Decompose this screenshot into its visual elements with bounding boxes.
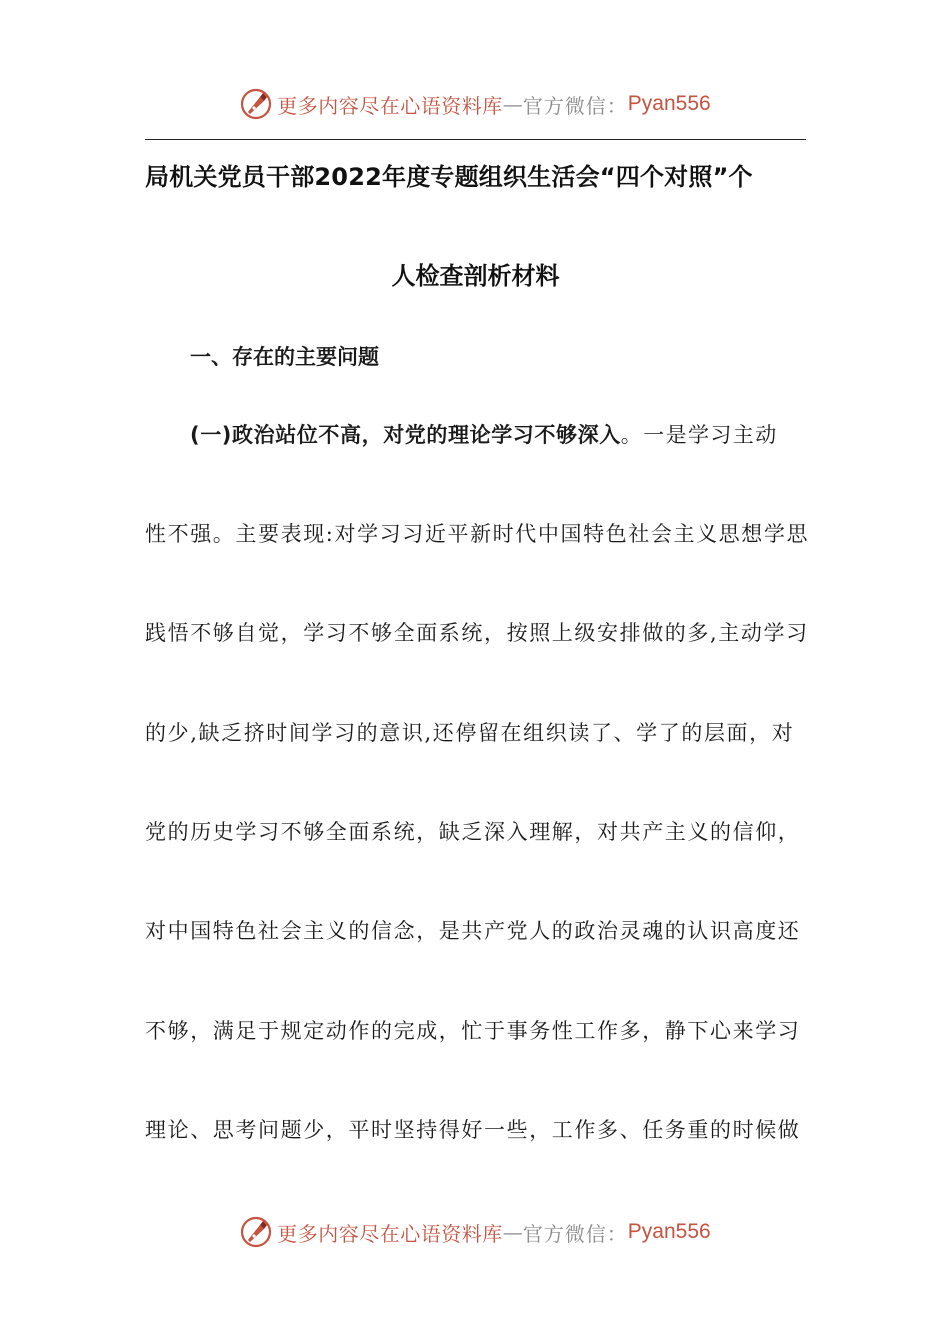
pen-nib-logo-icon: [239, 87, 273, 121]
pen-nib-logo-icon: [239, 1215, 273, 1249]
banner-wechat-label: 官方微信：: [522, 93, 628, 118]
subsection-title: (一)政治站位不高，对党的理论学习不够深入: [190, 423, 621, 447]
header-banner: [0, 82, 950, 126]
banner-wechat-id: Pyan556: [627, 1220, 711, 1243]
banner-separator: —: [502, 1220, 523, 1244]
paragraph-line: 践悟不够自觉，学习不够全面系统，按照上级安排做的多,主动学习: [145, 621, 809, 645]
paragraph-line: 理论、思考问题少，平时坚持得好一些，工作多、任务重的时候做: [145, 1118, 801, 1142]
banner-wechat-label: 官方微信：: [522, 1221, 628, 1246]
paragraph-line: 性不强。主要表现:对学习习近平新时代中国特色社会主义思想学思: [145, 522, 810, 546]
banner-text: 更多内容尽在心语资料库: [277, 1221, 503, 1246]
document-title-line-1: 局机关党员干部2022年度专题组织生活会“四个对照”个: [145, 163, 753, 191]
paragraph-line: 对中国特色社会主义的信念，是共产党人的政治灵魂的认识高度还: [145, 919, 801, 943]
subsection-rest: 。一是学习主动: [620, 423, 778, 447]
banner-separator: —: [502, 92, 523, 116]
banner-wechat-id: Pyan556: [627, 92, 711, 115]
paragraph-line: 党的历史学习不够全面系统，缺乏深入理解，对共产主义的信仰，: [145, 820, 801, 844]
section-heading: 一、存在的主要问题: [190, 345, 379, 369]
paragraph-line: 的少,缺乏挤时间学习的意识,还停留在组织读了、学了的层面，对: [145, 721, 795, 745]
banner-text: 更多内容尽在心语资料库: [277, 93, 503, 118]
footer-banner: [0, 1210, 950, 1254]
header-divider: [145, 139, 806, 140]
document-title-line-2: 人检查剖析材料: [391, 262, 560, 290]
paragraph-line: [190, 420, 806, 450]
paragraph-line: 不够，满足于规定动作的完成，忙于事务性工作多，静下心来学习: [145, 1019, 801, 1043]
